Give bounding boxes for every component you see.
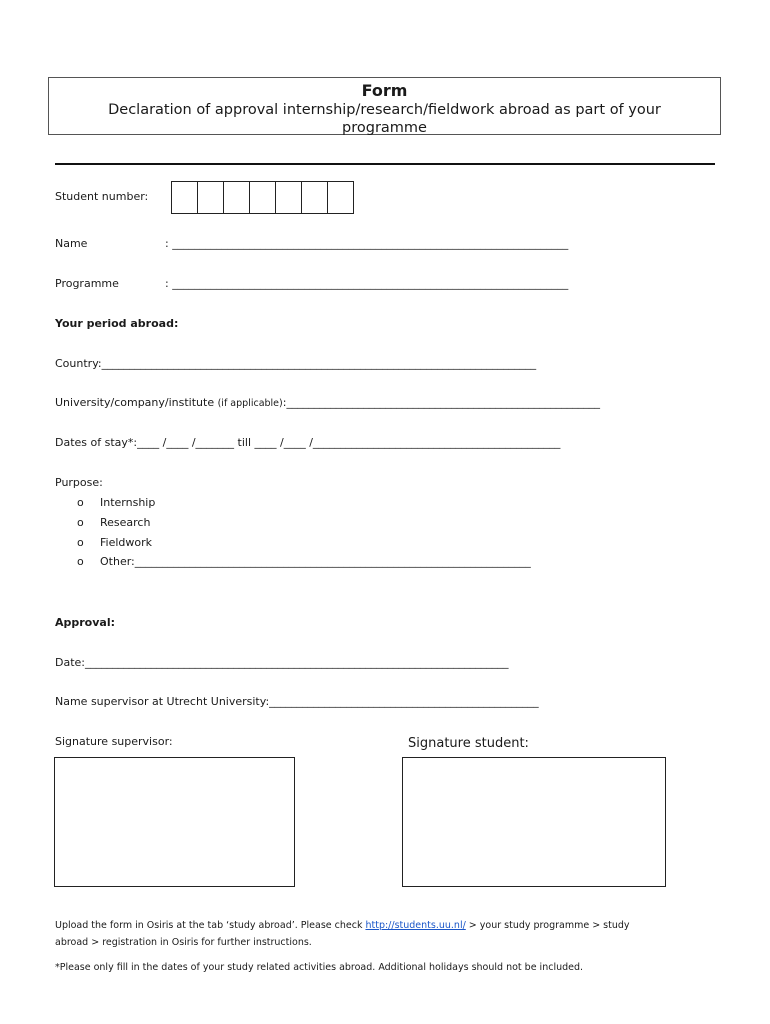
purpose-option-label: Fieldwork <box>100 536 153 549</box>
programme-label: Programme <box>55 277 119 290</box>
student-number-label: Student number: <box>55 190 149 203</box>
students-link[interactable]: http://students.uu.nl/ <box>365 920 466 931</box>
supervisor-name-field[interactable]: Name supervisor at Utrecht University:_________________________________________________ <box>55 695 539 708</box>
student-number-digit[interactable] <box>327 181 354 214</box>
student-number-field[interactable] <box>171 181 353 214</box>
purpose-option-label: Research <box>100 516 151 529</box>
radio-circle-icon[interactable]: o <box>77 555 84 568</box>
programme-field[interactable]: : ________________________________________________________________________ <box>165 277 569 290</box>
radio-circle-icon[interactable]: o <box>77 516 84 529</box>
form-header <box>48 77 721 135</box>
student-number-digit[interactable] <box>275 181 302 214</box>
signature-student-label: Signature student: <box>408 736 529 751</box>
university-label: University/company/institute <box>55 396 215 409</box>
university-line[interactable]: :_________________________________________________________ <box>282 396 600 409</box>
purpose-option-label[interactable]: Other:________________________________________________________________________ <box>100 555 531 568</box>
purpose-option-research[interactable] <box>77 516 150 530</box>
upload-instructions <box>55 919 630 933</box>
student-number-digit[interactable] <box>249 181 276 214</box>
divider-rule <box>55 163 715 165</box>
university-field[interactable] <box>55 396 600 411</box>
dates-footnote: *Please only fill in the dates of your study related activities abroad. Additional holidays should not be included. <box>55 962 584 973</box>
purpose-option-internship[interactable] <box>77 496 155 510</box>
approval-heading: Approval: <box>55 616 116 629</box>
approval-date-field[interactable]: Date:_____________________________________________________________________________ <box>55 656 509 669</box>
student-number-digit[interactable] <box>171 181 198 214</box>
student-number-digit[interactable] <box>223 181 250 214</box>
dates-field[interactable]: Dates of stay*:____ /____ /_______ till ____ /____ /_____________________________________________ <box>55 436 561 449</box>
radio-circle-icon[interactable]: o <box>77 536 84 549</box>
upload-text-end: > your study programme > study <box>465 920 630 931</box>
form-subtitle: Declaration of approval internship/research/fieldwork abroad as part of your programme <box>108 102 661 136</box>
name-label: Name <box>55 237 88 250</box>
form-title: Form <box>361 81 408 100</box>
purpose-option-other[interactable] <box>77 555 531 569</box>
university-note: (if applicable) <box>217 398 283 409</box>
upload-text-start: Upload the form in Osiris at the tab ‘study abroad’. Please check <box>55 920 366 931</box>
upload-instructions-line2: abroad > registration in Osiris for further instructions. <box>55 937 312 948</box>
period-heading: Your period abroad: <box>55 317 179 330</box>
signature-supervisor-label: Signature supervisor: <box>55 735 173 748</box>
student-number-digit[interactable] <box>301 181 328 214</box>
country-field[interactable]: Country:_______________________________________________________________________________ <box>55 357 537 370</box>
signature-supervisor-box[interactable] <box>54 757 295 887</box>
student-number-digit[interactable] <box>197 181 224 214</box>
name-field[interactable]: : ________________________________________________________________________ <box>165 237 569 250</box>
purpose-label: Purpose: <box>55 476 103 489</box>
signature-student-box[interactable] <box>402 757 666 887</box>
radio-circle-icon[interactable]: o <box>77 496 84 509</box>
purpose-option-fieldwork[interactable] <box>77 536 152 550</box>
purpose-option-label: Internship <box>100 496 156 509</box>
